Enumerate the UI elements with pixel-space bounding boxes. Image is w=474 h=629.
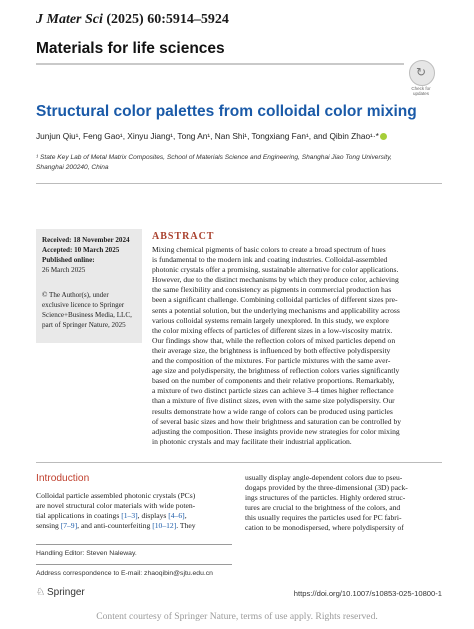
springer-horse-icon: ♘ <box>36 587 45 598</box>
correspondence-email[interactable]: Address correspondence to E-mail: zhaoqibin@sjtu.edu.cn <box>36 570 213 577</box>
affiliation <box>36 153 456 173</box>
footnote-divider <box>36 544 232 545</box>
journal-name: J Mater Sci <box>36 12 103 27</box>
copyright-line: © The Author(s), under <box>42 291 109 299</box>
intro-line: dogaps provided by the three-dimensional (3D) pack- <box>245 483 408 492</box>
abstract-body <box>152 245 442 447</box>
introduction-left-column <box>36 491 232 531</box>
copyright-line: exclusive licence to Springer <box>42 301 125 309</box>
citation-link[interactable]: [7–9] <box>60 521 78 530</box>
abstract-line: various colloidal systems remain largely unexplored. In this study, we explore <box>152 315 389 325</box>
abstract-line: adjusting the composition. These insights provide new strategies for color mixing <box>152 426 400 436</box>
header-divider <box>36 63 404 65</box>
abstract-line: the color mixing effects of particles of different sizes in a low-viscosity matrix. <box>152 325 393 335</box>
abstract-line: and the composition of the mixtures. For particle mixtures with the same aver- <box>152 356 391 366</box>
citation-link[interactable]: [10–12] <box>152 521 177 530</box>
intro-text: sensing <box>36 521 61 530</box>
citation-link[interactable]: [1–3] <box>121 511 138 520</box>
intro-line <box>36 491 232 501</box>
abstract-divider <box>36 462 442 463</box>
intro-text: , and anti-counterfeiting <box>77 521 153 530</box>
abstract-line: been a significant challenge. Combining colloidal particles of different sizes pre- <box>152 295 398 305</box>
intro-line <box>36 511 232 521</box>
received-date: Received: 18 November 2024 <box>42 236 130 244</box>
article-title: Structural color palettes from colloidal color mixing <box>36 103 417 120</box>
handling-editor: Handling Editor: Steven Naleway. <box>36 550 137 557</box>
intro-text: , <box>184 511 187 520</box>
published-label: Published online: <box>42 256 95 264</box>
affiliation-line: ¹ State Key Lab of Metal Matrix Composites, School of Materials Science and Engineering, Shanghai Jiao Tong University, <box>36 154 392 161</box>
footnote-divider <box>36 564 232 565</box>
abstract-line: sents a potential solution, but the underlying mechanisms and applicability across <box>152 305 400 315</box>
copyright-line: part of Springer Nature, 2025 <box>42 321 126 329</box>
intro-text: . They <box>176 521 196 530</box>
intro-line: tures are crucial to the brightness of the colors, and <box>245 503 401 512</box>
author-names: Junjun Qiu¹, Feng Gao¹, Xinyu Jiang¹, Tong An¹, Nan Shi¹, Tongxiang Fan¹, and Qibin Zhao¹·* <box>36 131 379 141</box>
intro-text: tial applications in coatings <box>36 511 122 520</box>
title-divider <box>36 183 442 184</box>
intro-text: Colloidal particle assembled photonic crystals (PCs) <box>36 491 196 500</box>
journal-citation: (2025) 60:5914–5924 <box>106 12 229 27</box>
abstract-line: is fundamental to the modern ink and coating industries. Colloidal-assembled <box>152 255 388 265</box>
citation-link[interactable]: [4–6] <box>168 511 185 520</box>
abstract-line: of several basic sizes and how their brightness and saturation can be controlled by <box>152 416 402 426</box>
intro-text: are novel structural color materials with wide poten- <box>36 501 196 510</box>
intro-line: usually display angle-dependent colors due to pseu- <box>245 473 403 482</box>
section-label: Materials for life sciences <box>36 40 225 57</box>
abstract-line: in photonic crystals and may facilitate their industrial application. <box>152 436 352 446</box>
introduction-right-column <box>245 473 443 533</box>
intro-line: this usually requires the particles used for PC fabri- <box>245 513 402 522</box>
abstract-line: Our findings show that, while the reflection colors of mixed particles depend on <box>152 335 396 345</box>
accepted-date: Accepted: 10 March 2025 <box>42 246 120 254</box>
abstract-line: Mixing chemical pigments of basic colors to create a broad spectrum of hues <box>152 245 386 254</box>
intro-text: , displays <box>137 511 169 520</box>
affiliation-line: Shanghai 200240, China <box>36 164 109 171</box>
abstract-line: based on the number of components and their relative proportions. Remarkably, <box>152 376 395 386</box>
courtesy-notice: Content courtesy of Springer Nature, terms of use apply. Rights reserved. <box>96 611 378 622</box>
abstract-line: a mixture of two distinct particle sizes can achieve 3–4 times higher reflectance <box>152 386 394 396</box>
check-updates-icon: ↻ <box>409 60 435 86</box>
springer-logo <box>36 587 85 598</box>
doi-link[interactable]: https://doi.org/10.1007/s10853-025-10800-1 <box>293 589 442 598</box>
copyright-line: Science+Business Media, LLC, <box>42 311 132 319</box>
abstract-line: photonic crystals offer a promising, sustainable alternative for color applications. <box>152 265 399 275</box>
check-updates-label: Check for updates <box>411 86 431 96</box>
intro-line <box>36 521 232 531</box>
publisher-name: Springer <box>46 587 85 598</box>
abstract-line: their average size, the brightness is influenced by both effective polydispersity <box>152 345 391 355</box>
intro-line: ings structures of the particles. Highly ordered struc- <box>245 493 406 502</box>
intro-line <box>36 501 232 511</box>
journal-header <box>36 12 229 28</box>
check-for-updates-badge[interactable] <box>403 60 439 104</box>
author-list <box>36 131 387 141</box>
abstract-line: However, due to the distinct mechanisms by which they produce color, achieving <box>152 275 399 285</box>
orcid-icon[interactable] <box>380 133 387 140</box>
abstract-line: results demonstrate how a wide range of colors can be produced using particles <box>152 406 393 416</box>
abstract-line: than a mixture of five distinct sizes, even with the same size polydispersity. Our <box>152 396 395 406</box>
abstract-heading: ABSTRACT <box>152 231 215 242</box>
introduction-heading: Introduction <box>36 473 90 484</box>
abstract-line: the same flexibility and consistency as pigments in commercial production has <box>152 285 392 295</box>
published-date: 26 March 2025 <box>42 266 86 274</box>
abstract-line: age size and polydispersity, the brightness of reflection colors varies significantly <box>152 366 400 376</box>
intro-line: cation to be monodispersed, where polydispersity of <box>245 523 404 532</box>
